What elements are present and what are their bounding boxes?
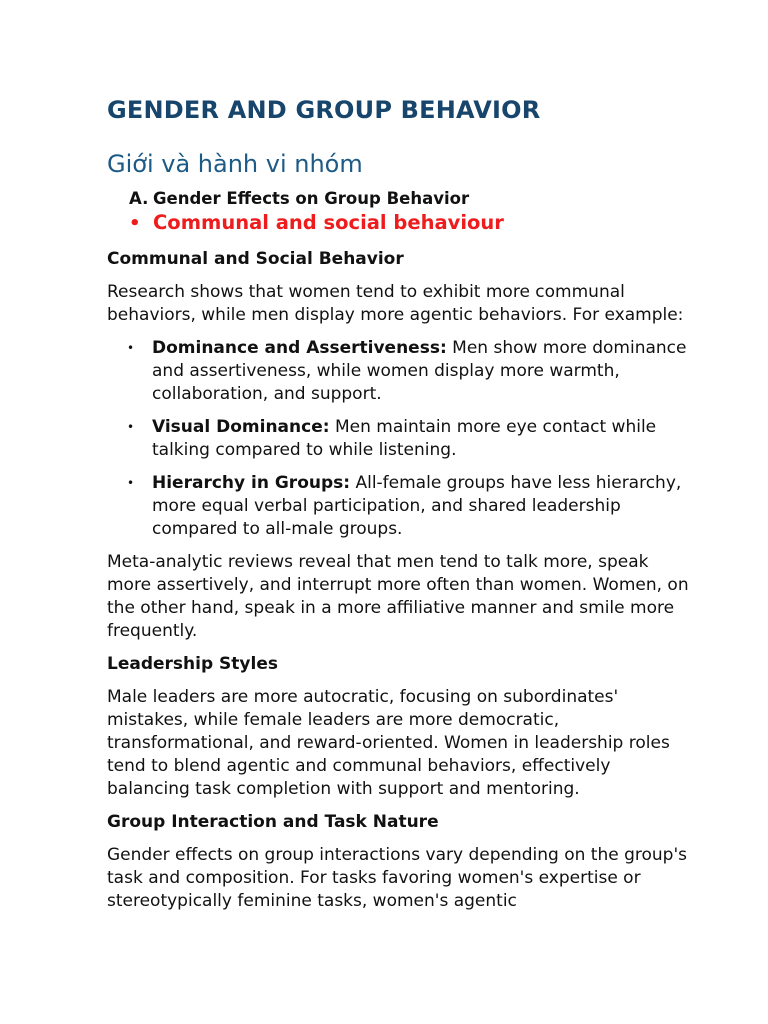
- section-heading-communal: Communal and Social Behavior: [107, 249, 404, 269]
- list-item: [107, 416, 697, 462]
- section-heading-interaction: Group Interaction and Task Nature: [107, 812, 439, 832]
- list-item-term: Dominance and Assertiveness:: [152, 338, 447, 358]
- bullet-dot-icon: •: [127, 420, 135, 434]
- outline-marker-a: A.: [129, 189, 149, 208]
- list-item: [107, 337, 697, 406]
- communal-closing-paragraph: Meta-analytic reviews reveal that men tend to talk more, speak more assertively, and interrupt more often than women. Women, on the other hand, speak in a more affiliative manner and smile more frequently.: [107, 552, 689, 641]
- document-subtitle: Giới và hành vi nhóm: [107, 150, 363, 178]
- list-item-text: All-female groups have less hierarchy, more equal verbal participation, and shared leadership compared to all-male groups.: [152, 473, 682, 539]
- document-title: GENDER AND GROUP BEHAVIOR: [107, 96, 541, 124]
- list-item-term: Hierarchy in Groups:: [152, 473, 351, 493]
- interaction-paragraph: Gender effects on group interactions vary depending on the group's task and composition. For tasks favoring women's expertise or stereotypically feminine tasks, women's agentic: [107, 845, 687, 911]
- outline-bullet-text: Communal and social behaviour: [153, 211, 504, 234]
- outline-item-a: [129, 189, 469, 208]
- list-item-text: Men maintain more eye contact while talking compared to while listening.: [152, 417, 657, 460]
- list-item: [107, 472, 697, 541]
- communal-bullet-list: [107, 337, 697, 541]
- list-item-text: Men show more dominance and assertiveness, while women display more warmth, collaboration, and support.: [152, 338, 687, 404]
- leadership-paragraph: Male leaders are more autocratic, focusing on subordinates' mistakes, while female leaders are more democratic, transformational, and reward-oriented. Women in leadership roles tend to blend agentic and communal behaviors, effectively balancing task completion with support and mentoring.: [107, 687, 670, 799]
- section-heading-leadership: Leadership Styles: [107, 654, 278, 674]
- bullet-dot-icon: •: [127, 341, 135, 355]
- communal-intro-paragraph: Research shows that women tend to exhibit more communal behaviors, while men display more agentic behaviors. For example:: [107, 282, 684, 325]
- bullet-dot-icon: •: [127, 476, 135, 490]
- bullet-dot-icon: •: [129, 213, 141, 234]
- outline-bullet-item: [129, 211, 504, 234]
- document-body: [107, 248, 697, 923]
- list-item-term: Visual Dominance:: [152, 417, 330, 437]
- outline-item-a-text: Gender Effects on Group Behavior: [153, 189, 470, 208]
